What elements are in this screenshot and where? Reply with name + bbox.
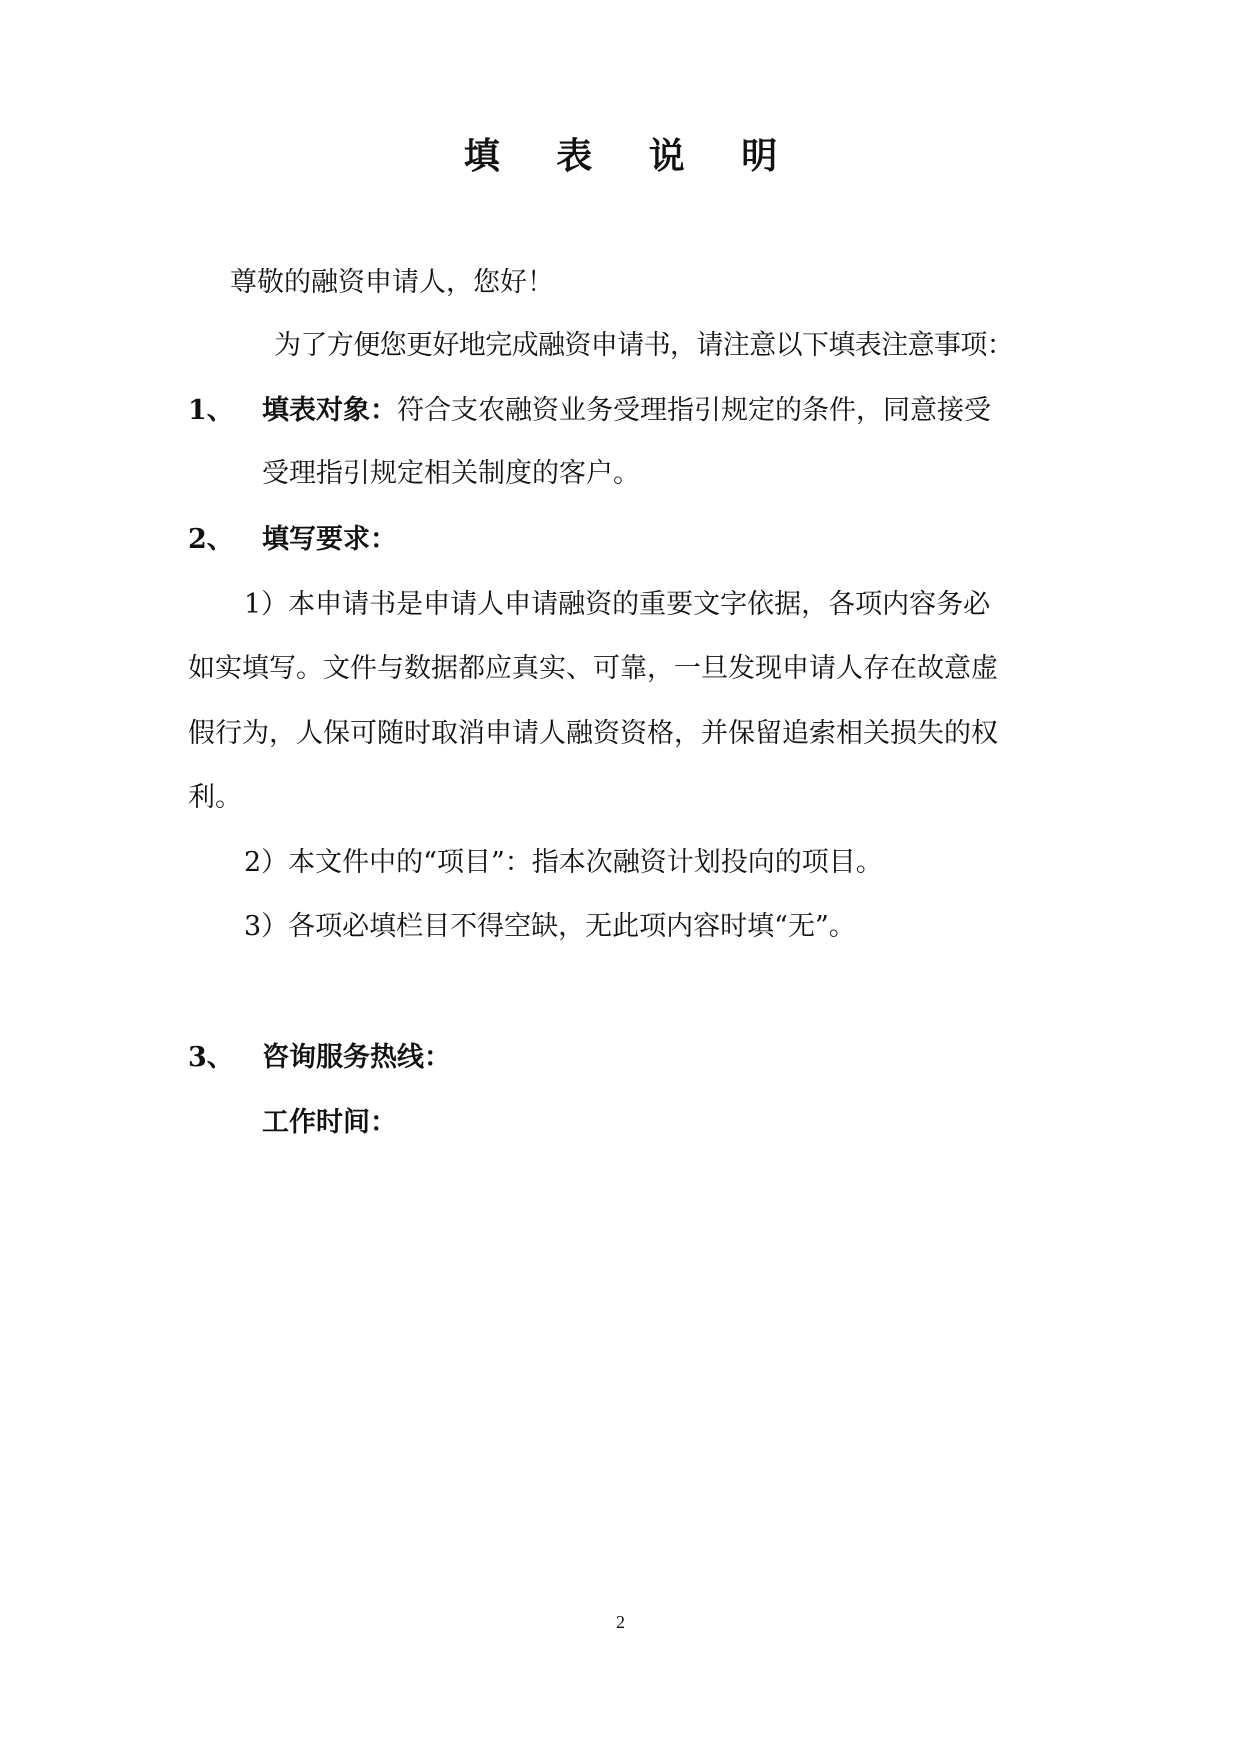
page-title: 填 表 说 明	[463, 135, 800, 177]
page-number: 2	[616, 1612, 625, 1632]
section-1-line1	[262, 393, 991, 429]
requirement-1-line3: 假行为，人保可随时取消申请人融资资格，并保留追索相关损失的权	[188, 718, 998, 749]
section-2-number: 2、	[188, 524, 234, 555]
section-1-text: 符合支农融资业务受理指引规定的条件，同意接受	[397, 395, 991, 426]
requirement-2: 2）本文件中的“项目”：指本次融资计划投向的项目。	[244, 847, 883, 878]
working-hours-label: 工作时间：	[262, 1107, 397, 1138]
section-1-heading: 填表对象：	[262, 395, 397, 426]
requirement-3: 3）各项必填栏目不得空缺，无此项内容时填“无”。	[244, 911, 856, 942]
section-1-number: 1、	[188, 395, 234, 426]
section-3-heading: 咨询服务热线：	[262, 1042, 451, 1073]
section-3-number: 3、	[188, 1042, 234, 1073]
requirement-1-line1: 1）本申请书是申请人申请融资的重要文字依据，各项内容务必	[244, 589, 991, 620]
intro-text: 为了方便您更好地完成融资申请书，请注意以下填表注意事项：	[274, 330, 1014, 361]
section-2-heading: 填写要求：	[262, 524, 397, 555]
requirement-1-line2: 如实填写。文件与数据都应真实、可靠，一旦发现申请人存在故意虚	[188, 653, 998, 684]
requirement-1-line4: 利。	[188, 782, 242, 813]
greeting: 尊敬的融资申请人，您好！	[230, 267, 554, 298]
section-1-line2: 受理指引规定相关制度的客户。	[262, 458, 640, 489]
